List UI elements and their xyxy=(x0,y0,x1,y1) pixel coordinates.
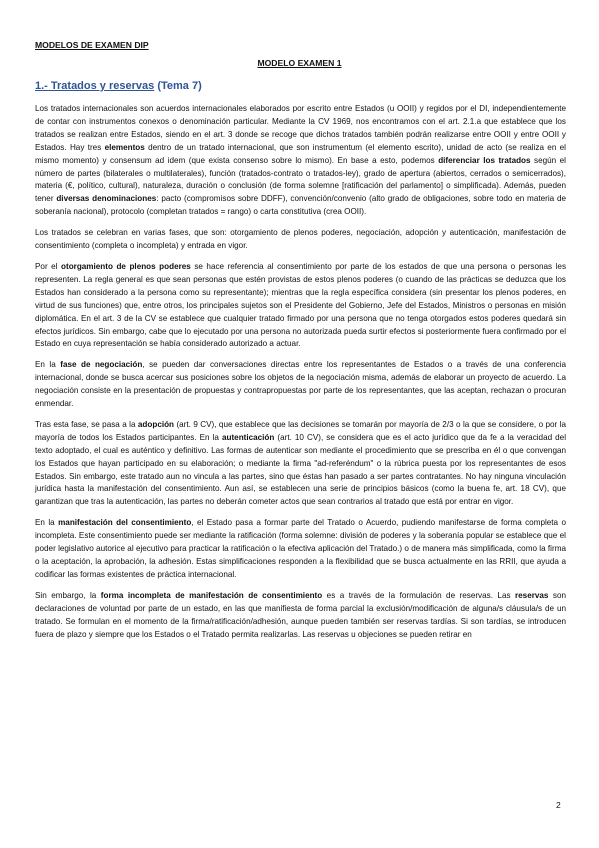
text-run: En la xyxy=(35,518,59,528)
bold-term: forma incompleta de manifestación de consentimiento xyxy=(100,590,323,600)
paragraph xyxy=(35,261,566,351)
text-run: , se pueden dar conversaciones directas entre los representantes de Estados o a través de una conferencia internacional, donde se busca acercar sus posiciones sobre los objetos de la negociación misma, además de elaborar un proyecto de acuerdo. La negociación consiste en la presentación de propuestas y contrapropuestas por parte de los representantes, que las aceptan, rechazan o procuran enmendar. xyxy=(35,360,566,409)
bold-term: otorgamiento de plenos poderes xyxy=(61,261,191,271)
text-run: es a través de la formulación de reservas. Las xyxy=(322,590,515,600)
text-run: , el Estado pasa a formar parte del Tratado o Acuerdo, pudiendo manifestarse de forma completa o incompleta. Este consentimiento puede ser mediante la ratificación (forma solemne: división de poderes y la soberanía popular se establece que el poder legislativo autorice al ejecutivo para practicar la ratificación o la efectiva aplicación del Tratado.) o de manera más simplificada, como la firma o la aceptación, la aprobación, la adhesión. Estas simplificaciones responden a la flexibilidad que se busca actualmente en las RRII, que ayuda a codificar las formas existentes de práctica internacional. xyxy=(35,518,567,579)
section-title: 1.- Tratados y reservas xyxy=(35,80,155,92)
document-title: MODELOS DE EXAMEN DIP xyxy=(35,40,149,50)
text-run: Los tratados se celebran en varias fases, que son: otorgamiento de plenos poderes, negociación, adopción y autenticación, manifestación de consentimiento (completa o incompleta) y entrada en vigor. xyxy=(35,228,566,251)
bold-term: fase de negociación xyxy=(60,360,143,370)
paragraph xyxy=(35,517,566,582)
bold-term: diferenciar los tratados xyxy=(438,155,531,165)
text-run: se hace referencia al consentimiento por parte de los estados de que una persona o personas les representen. La regla general es que sean personas que estén provistas de estos plenos poderes (o cuando de las prácticas se deduzca que los Estados han considerado a la persona como su representante); mientras que la regla específica considera (sin presentar los plenos poderes, en virtud de sus funciones) que, entre otros, los principales sujetos son el Presidente del Gobierno, Jefe del Estados, Ministros o personas en misión diplomática. En el art. 3 de la CV se establece que cualquier tratado firmado por una persona que no tenga otorgados estos poderes quedará sin efectos jurídicos. Sin embargo, cabe que lo ejecutado por una persona no autorizada pueda surtir efectos si posteriormente fuera confirmado por el Estado en cuya representación se había considerado autorizado a actuar. xyxy=(35,261,567,349)
paragraph xyxy=(35,590,566,642)
text-run: Por el xyxy=(35,261,62,271)
text-run: Tras esta fase, se pasa a la xyxy=(35,419,138,429)
text-run: (art. 10 CV), se considera que es el acto jurídico que da fe a la veracidad del texto adoptado, el cual es auténtico y definitivo. Las formas de autenticar son mediante el procedimiento que se prescriba en él o que convengan los Estados que hayan participado en su elaboración; o mediante la firma "ad-referéndum" o la rúbrica puesta por los representantes de esos Estados. Sin embargo, este tratado aun no vincula a las partes, sino que éstas han pasado a ser partes contratantes. No hay ninguna vinculación jurídica hasta la manifestación del consentimiento. Aun así, se establecen una serie de principios básicos (como la buena fe, art. 18 CV), que garantizan que tras la autenticación, las partes no deberán cometer actos que sean contrarios al tratado que está por entrar en vigor. xyxy=(35,432,567,507)
section-topic: (Tema 7) xyxy=(157,80,202,92)
page-number: 2 xyxy=(556,800,561,810)
exam-model-title: MODELO EXAMEN 1 xyxy=(257,58,342,68)
bold-term: diversas denominaciones xyxy=(56,194,157,204)
paragraph xyxy=(35,359,566,411)
body-text xyxy=(35,103,566,649)
paragraph xyxy=(35,227,566,253)
bold-term: reservas xyxy=(515,590,549,600)
section-heading xyxy=(35,80,202,92)
bold-term: autenticación xyxy=(221,432,275,442)
text-run: son declaraciones de voluntad por parte de un estado, en las que manifiesta de forma parcial la exclusión/modificación de alguna/s cláusula/s de un tratado. Se formulan en el momento de la firma/ratificación/adhesión, aunque pueden también ser reservas tardías. Si son tardías, se introducen fuera de plazo y siempre que los Estados o el Tratado permita realizarlas. Las reservas u objeciones se pueden retirar en xyxy=(35,590,567,639)
text-run: (art. 9 CV), que establece que las decisiones se tomarán por mayoría de 2/3 o la que se considere, o por la mayoría de todos los Estados participantes. En la xyxy=(35,419,567,442)
bold-term: elementos xyxy=(104,142,145,152)
text-run: según el número de partes (bilaterales o multilaterales), función (tratados-contrato o tratados-ley), grado de apertura (abiertos, cerrados o semicerrados), materia (€, político, cultural), naturaleza, duración o conclusión (de forma solemne [ratificación del parlamento] o simplificada). Además, pueden tener xyxy=(35,155,566,204)
text-run: dentro de un tratado internacional, que son instrumentum (el elemento escrito), unidad de acto (se realiza en el mismo momento) y consensum ad idem (que exista consenso sobre lo mismo). En base a esto, podemos xyxy=(35,142,566,165)
text-run: Sin embargo, la xyxy=(35,590,101,600)
text-run: : pacto (compromisos sobre DDFF), convención/convenio (alto grado de obligaciones, sobre todo en materia de soberanía nacional), protocolo (completan tratados = rango) o carta constitutiva (crea OOII). xyxy=(35,194,566,217)
text-run: En la xyxy=(35,360,61,370)
text-run: Los tratados internacionales son acuerdos internacionales elaborados por escrito entre Estados (u OOII) y regidos por el DI, independientemente de contar con instrumentos conexos o denominación particular. Mediante la CV 1969, nos encontramos con el art. 2.1.a que establece que los tratados se realizan entre Estados, siendo en el art. 3 donde se recoge que dichos tratados también podrán realizarse entre OOII y entre OOII y Estados. Hay tres xyxy=(35,104,566,152)
bold-term: adopción xyxy=(137,419,175,429)
bold-term: manifestación del consentimiento xyxy=(58,518,192,528)
paragraph xyxy=(35,419,566,509)
paragraph xyxy=(35,103,566,219)
